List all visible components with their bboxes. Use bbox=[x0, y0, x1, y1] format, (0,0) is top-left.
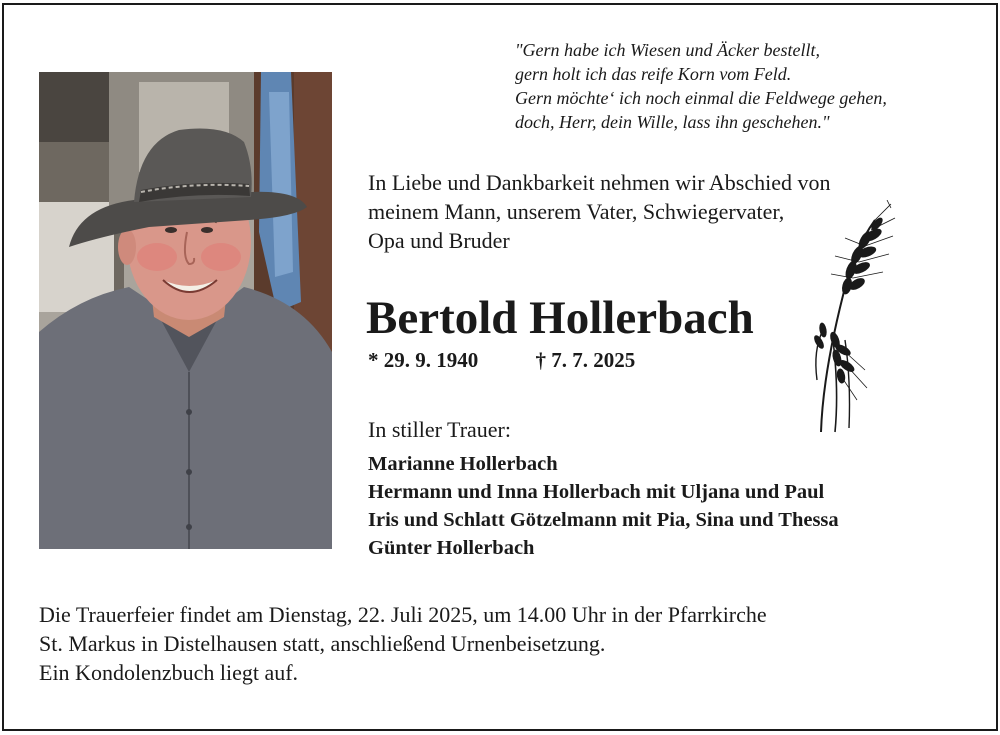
funeral-service-info bbox=[39, 600, 939, 687]
poem-line: "Gern habe ich Wiesen und Äcker bestellt, bbox=[515, 40, 820, 60]
intro-line: In Liebe und Dankbarkeit nehmen wir Abschied von bbox=[368, 170, 831, 195]
mourner-name: Marianne Hollerbach bbox=[368, 453, 558, 475]
service-line: Die Trauerfeier findet am Dienstag, 22. Juli 2025, um 14.00 Uhr in der Pfarrkirche bbox=[39, 602, 767, 627]
death-date: † 7. 7. 2025 bbox=[535, 348, 636, 372]
condolence-note: Ein Kondolenzbuch liegt auf. bbox=[39, 660, 299, 685]
wheat-ears-icon bbox=[805, 200, 900, 435]
mourner-name: Günter Hollerbach bbox=[368, 537, 535, 559]
poem-line: gern holt ich das reife Korn vom Feld. bbox=[515, 64, 792, 84]
birth-date: * 29. 9. 1940 bbox=[368, 348, 479, 372]
mourner-name: Hermann und Inna Hollerbach mit Uljana und Paul bbox=[368, 481, 825, 503]
poem-line: Gern möchte‘ ich noch einmal die Feldwege gehen, bbox=[515, 88, 887, 108]
mourning-label: In stiller Trauer: bbox=[368, 417, 511, 442]
portrait-photo bbox=[39, 72, 332, 549]
intro-line: meinem Mann, unserem Vater, Schwiegervater, bbox=[368, 199, 785, 224]
poem-line: doch, Herr, dein Wille, lass ihn geschehen." bbox=[515, 112, 830, 132]
poem-quote bbox=[515, 38, 975, 134]
intro-line: Opa und Bruder bbox=[368, 228, 510, 253]
service-line: St. Markus in Distelhausen statt, anschließend Urnenbeisetzung. bbox=[39, 631, 606, 656]
mourners-list bbox=[368, 450, 968, 562]
mourner-name: Iris und Schlatt Götzelmann mit Pia, Sina und Thessa bbox=[368, 509, 839, 531]
life-dates bbox=[368, 345, 635, 375]
deceased-name: Bertold Hollerbach bbox=[366, 292, 754, 344]
